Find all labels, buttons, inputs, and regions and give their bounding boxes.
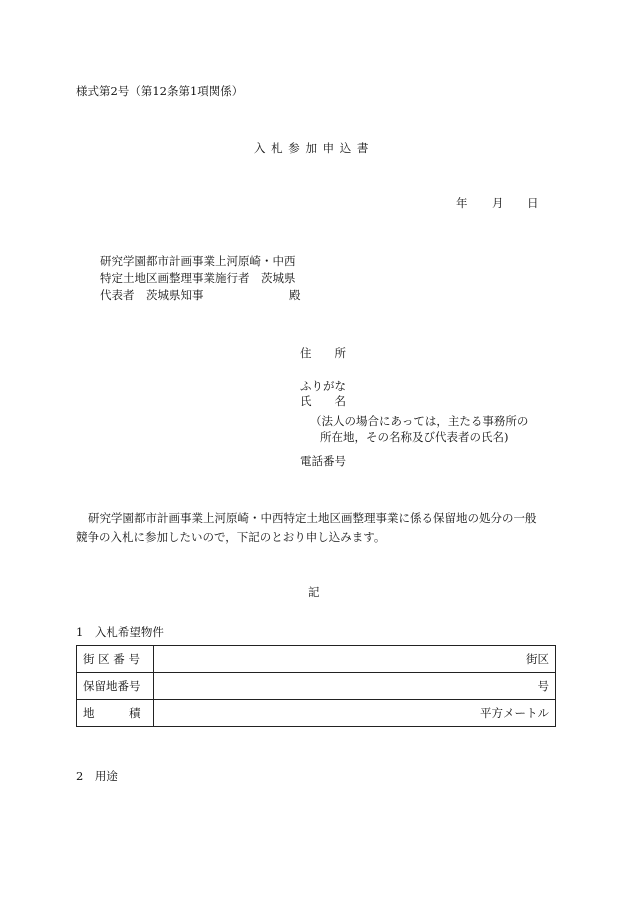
reserved-land-number-label: 保留地番号 bbox=[77, 673, 154, 700]
section1-heading: 1 入札希望物件 bbox=[76, 625, 164, 639]
reserved-land-number-unit: 号 bbox=[537, 679, 549, 693]
corporate-note-line2: 所在地，その名称及び代表者の氏名) bbox=[320, 430, 509, 444]
date-month: 月 bbox=[492, 196, 504, 210]
furigana-label: ふりがな bbox=[300, 379, 346, 393]
area-field[interactable] bbox=[154, 700, 556, 727]
form-number: 様式第2号（第12条第1項関係） bbox=[76, 84, 244, 98]
name-label: 氏 名 bbox=[300, 394, 346, 408]
addressee-honorific: 殿 bbox=[289, 288, 301, 302]
document-title: 入 札 参 加 申 込 書 bbox=[254, 141, 370, 155]
addressee-line2: 特定土地区画整理事業施行者 茨城県 bbox=[100, 271, 296, 285]
block-number-unit: 街区 bbox=[526, 652, 549, 666]
date-year: 年 bbox=[456, 196, 468, 210]
ki-heading: 記 bbox=[308, 585, 320, 599]
table-row bbox=[77, 700, 556, 727]
addressee-line1: 研究学園都市計画事業上河原崎・中西 bbox=[100, 254, 296, 268]
corporate-note-line1: （法人の場合にあっては，主たる事務所の bbox=[310, 414, 529, 428]
table-row bbox=[77, 673, 556, 700]
block-number-field[interactable] bbox=[154, 646, 556, 673]
area-label: 地 積 bbox=[77, 700, 154, 727]
section2-heading: 2 用途 bbox=[76, 769, 118, 783]
body-text-line2: 競争の入札に参加したいので，下記のとおり申し込みます。 bbox=[76, 530, 386, 544]
phone-label: 電話番号 bbox=[300, 454, 346, 468]
addressee-line3: 代表者 茨城県知事 bbox=[100, 288, 204, 302]
body-text-line1: 研究学園都市計画事業上河原崎・中西特定土地区画整理事業に係る保留地の処分の一般 bbox=[88, 511, 537, 525]
table-row bbox=[77, 646, 556, 673]
reserved-land-number-field[interactable] bbox=[154, 673, 556, 700]
block-number-label: 街 区 番 号 bbox=[77, 646, 154, 673]
date-day: 日 bbox=[527, 196, 539, 210]
property-table bbox=[76, 645, 556, 727]
area-unit: 平方メートル bbox=[480, 706, 549, 720]
address-label: 住 所 bbox=[300, 346, 346, 360]
